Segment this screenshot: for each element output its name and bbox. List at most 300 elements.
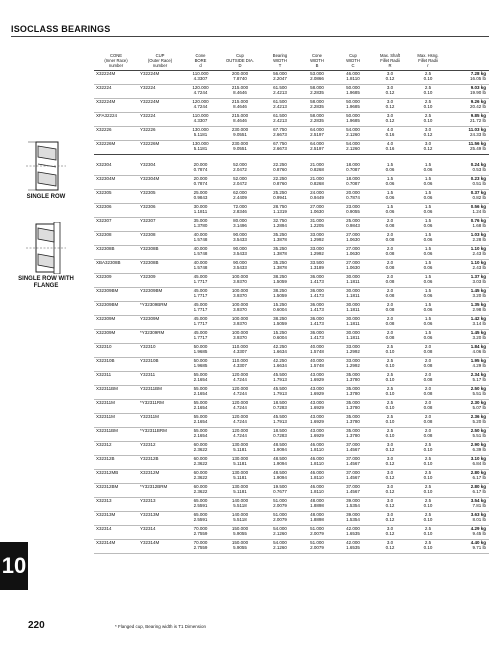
- cone-number: X32305: [96, 190, 112, 196]
- housing-fillet-value: 1.5: [424, 302, 432, 308]
- bearing-width-value: 0.6004: [261, 307, 299, 316]
- shaft-fillet-value: 0.16: [371, 146, 409, 155]
- shaft-fillet-value: 0.08: [371, 307, 409, 316]
- bore-value: 50.000: [193, 344, 208, 350]
- shaft-fillet-value: 0.12: [371, 76, 409, 85]
- table-row-secondary: [94, 503, 489, 512]
- table-row-secondary: [94, 132, 489, 141]
- weight-value: 5.17 lb: [447, 377, 489, 386]
- cone-width-value: 1.8110: [299, 447, 335, 456]
- cup-width-value: 30.000: [346, 288, 360, 294]
- housing-fillet-value: 2.0: [424, 372, 432, 378]
- weight-value: 4.40 kg: [470, 540, 486, 546]
- cup-number: *Y32312BRM: [140, 484, 168, 490]
- shaft-fillet-value: 2.0: [386, 316, 394, 322]
- housing-fillet-value: 0.06: [409, 279, 447, 288]
- bearing-width-value: 51.000: [273, 512, 287, 518]
- cone-width-value: 33.000: [310, 246, 324, 252]
- cone-width-value: 2.2835: [299, 104, 335, 113]
- bearing-width-value: 42.250: [273, 358, 287, 364]
- cup-width-value: 1.3780: [335, 377, 371, 386]
- weight-value: 1.42 kg: [470, 316, 486, 322]
- cone-number: X32226: [96, 127, 112, 133]
- weight-value: 0.51 lb: [447, 181, 489, 190]
- bearing-width-value: 1.6634: [261, 363, 299, 372]
- bearing-width-value: 35.250: [273, 232, 287, 238]
- shaft-fillet-value: 2.5: [386, 400, 394, 406]
- outside-dia-value: 90.000: [233, 260, 247, 266]
- weight-value: 1.35 kg: [470, 302, 486, 308]
- bearing-width-value: 22.250: [273, 162, 287, 168]
- outside-dia-value: 62.000: [233, 190, 247, 196]
- bearing-width-value: 42.250: [273, 344, 287, 350]
- weight-value: 3.10 kg: [470, 456, 486, 462]
- outside-dia-value: 3.5433: [219, 251, 261, 260]
- outside-dia-value: 5.5118: [219, 517, 261, 526]
- outside-dia-value: 100.000: [231, 288, 249, 294]
- bore-value: 2.3622: [182, 461, 219, 470]
- weight-value: 25.49 lb: [447, 146, 489, 155]
- cup-width-value: 1.9685: [335, 90, 371, 99]
- housing-fillet-value: 0.06: [409, 181, 447, 190]
- cone-width-value: 43.000: [310, 400, 324, 406]
- housing-fillet-value: 3.0: [424, 141, 432, 147]
- cone-width-value: 43.000: [310, 414, 324, 420]
- cup-width-value: 1.1811: [335, 321, 371, 330]
- housing-fillet-value: 0.06: [409, 307, 447, 316]
- weight-value: 8.01 lb: [447, 517, 489, 526]
- bore-value: 120.000: [192, 85, 209, 91]
- bore-value: 45.000: [193, 288, 208, 294]
- bore-value: 4.3307: [182, 76, 219, 85]
- outside-dia-value: 150.000: [231, 540, 249, 546]
- bore-value: 45.000: [193, 330, 208, 336]
- weight-value: 5.20 lb: [447, 419, 489, 428]
- cone-number: [94, 265, 138, 274]
- cone-width-value: 46.000: [310, 442, 324, 448]
- cone-width-value: 58.000: [310, 99, 324, 105]
- cup-number: Y32312: [140, 442, 156, 448]
- bearing-width-value: 2.4213: [261, 104, 299, 113]
- table-row-secondary: [94, 293, 489, 302]
- group-spacer: [94, 155, 489, 163]
- shaft-fillet-value: 3.0: [386, 456, 394, 462]
- cup-number: [138, 447, 182, 456]
- shaft-fillet-value: 2.0: [386, 288, 394, 294]
- bore-value: 55.000: [193, 372, 208, 378]
- outside-dia-value: 9.0551: [219, 132, 261, 141]
- cone-width-value: 46.000: [310, 484, 324, 490]
- cup-width-value: 0.9055: [335, 209, 371, 218]
- shaft-fillet-value: 0.10: [371, 433, 409, 442]
- column-header: [138, 54, 182, 71]
- bearing-table: [94, 54, 489, 554]
- cone-width-value: 21.000: [310, 176, 324, 182]
- table-row-secondary: [94, 391, 489, 400]
- bore-value: 2.5591: [182, 517, 219, 526]
- cup-width-value: 25.000: [346, 218, 360, 224]
- cup-number: Y32309BM: [140, 288, 163, 294]
- cup-number: [138, 104, 182, 113]
- weight-value: 0.24 kg: [470, 162, 486, 168]
- cup-number: [138, 90, 182, 99]
- cup-width-value: 1.9685: [335, 118, 371, 127]
- cup-number: [138, 475, 182, 484]
- bore-value: 20.000: [193, 176, 208, 182]
- bore-value: 2.7559: [182, 545, 219, 554]
- page-title: ISOCLASS BEARINGS: [11, 24, 111, 34]
- column-header-line: Bearing: [272, 53, 288, 58]
- cone-number: XFA32224: [96, 113, 118, 119]
- shaft-fillet-value: 0.12: [371, 545, 409, 554]
- cone-number: X32312BM: [96, 484, 119, 490]
- table-header-row: [94, 54, 489, 71]
- housing-fillet-value: 0.10: [409, 531, 447, 540]
- cone-width-value: 64.000: [310, 141, 324, 147]
- bore-value: 25.000: [193, 190, 208, 196]
- outside-dia-value: 52.000: [233, 176, 247, 182]
- shaft-fillet-value: 0.08: [371, 265, 409, 274]
- cup-width-value: 0.7087: [335, 181, 371, 190]
- shaft-fillet-value: 0.08: [371, 251, 409, 260]
- outside-dia-value: 130.000: [231, 442, 249, 448]
- shaft-fillet-value: 0.06: [371, 181, 409, 190]
- bore-value: 130.000: [192, 141, 209, 147]
- cup-number: [138, 335, 182, 344]
- cone-width-value: 33.000: [310, 232, 324, 238]
- housing-fillet-value: 2.5: [424, 470, 432, 476]
- column-header-line: d: [199, 62, 202, 68]
- cup-width-value: 1.6535: [335, 531, 371, 540]
- cup-width-value: 1.1811: [335, 279, 371, 288]
- shaft-fillet-value: 2.5: [386, 372, 394, 378]
- housing-fillet-value: 1.5: [424, 162, 432, 168]
- housing-fillet-value: 1.5: [424, 330, 432, 336]
- housing-fillet-value: 0.08: [409, 433, 447, 442]
- bore-value: 60.000: [193, 456, 208, 462]
- column-header: [335, 54, 371, 71]
- weight-value: 2.43 lb: [447, 251, 489, 260]
- outside-dia-value: 215.000: [231, 113, 249, 119]
- bore-value: 5.1181: [182, 146, 219, 155]
- cup-number: [138, 118, 182, 127]
- table-row-secondary: [94, 90, 489, 99]
- weight-value: 2.28 lb: [447, 237, 489, 246]
- table-row-secondary: [94, 167, 489, 176]
- column-header-line: OUTSIDE DIA.: [226, 57, 254, 63]
- weight-value: 2.36 kg: [470, 414, 486, 420]
- outside-dia-value: 2.8346: [219, 209, 261, 218]
- table-row-secondary: [94, 363, 489, 372]
- cone-number: X32306: [96, 204, 112, 210]
- bore-value: 1.5748: [182, 251, 219, 260]
- cup-number: [138, 209, 182, 218]
- bearing-width-value: 1.7913: [261, 391, 299, 400]
- bearing-width-value: 45.500: [273, 414, 287, 420]
- cone-number: [94, 363, 138, 372]
- weight-value: 0.82 lb: [447, 195, 489, 204]
- bore-value: 55.000: [193, 428, 208, 434]
- shaft-fillet-value: 0.08: [371, 321, 409, 330]
- cone-number: [94, 167, 138, 176]
- bore-value: 0.7874: [182, 181, 219, 190]
- outside-dia-value: 3.9370: [219, 279, 261, 288]
- table-row-secondary: [94, 531, 489, 540]
- housing-fillet-value: 1.5: [424, 176, 432, 182]
- cone-width-value: 36.000: [310, 274, 324, 280]
- cone-width-value: 2.0079: [299, 531, 335, 540]
- shaft-fillet-value: 3.0: [386, 512, 394, 518]
- cone-number: X32309BM: [96, 302, 119, 308]
- bearing-width-value: 15.250: [273, 302, 287, 308]
- column-header-line: (Outer Race): [147, 57, 173, 63]
- shaft-fillet-value: 0.08: [371, 237, 409, 246]
- outside-dia-value: 4.7244: [219, 377, 261, 386]
- cup-width-value: 1.6535: [335, 545, 371, 554]
- outside-dia-value: 5.9055: [219, 531, 261, 540]
- weight-value: 6.84 lb: [447, 461, 489, 470]
- housing-fillet-value: 2.5: [424, 442, 432, 448]
- cone-number: X32224M: [96, 71, 116, 77]
- housing-fillet-value: 0.10: [409, 517, 447, 526]
- cup-width-value: 1.5354: [335, 503, 371, 512]
- column-header-line: Cup: [349, 53, 357, 58]
- cup-width-value: 1.4567: [335, 489, 371, 498]
- weight-value: 11.56 kg: [468, 141, 486, 147]
- cup-number: [138, 363, 182, 372]
- outside-dia-value: 72.000: [233, 204, 247, 210]
- weight-value: 6.17 lb: [447, 489, 489, 498]
- weight-value: 1.10 kg: [470, 260, 486, 266]
- cone-number: X32313: [96, 498, 112, 504]
- bearing-width-value: 67.750: [273, 127, 287, 133]
- cone-number: [94, 251, 138, 260]
- cone-width-value: 51.000: [310, 540, 324, 546]
- cone-number: [94, 447, 138, 456]
- cone-number: [94, 503, 138, 512]
- cup-width-value: 27.000: [346, 232, 360, 238]
- cup-width-value: 1.2992: [335, 363, 371, 372]
- cup-number: Y32304M: [140, 176, 160, 182]
- bearing-width-value: 61.500: [273, 113, 287, 119]
- cup-number: Y32309: [140, 274, 156, 280]
- cup-number: Y32307: [140, 218, 156, 224]
- outside-dia-value: 5.5118: [219, 503, 261, 512]
- cup-number: Y32224M: [140, 99, 160, 105]
- bearing-width-value: 0.6004: [261, 335, 299, 344]
- cup-number: Y32310: [140, 344, 156, 350]
- cone-width-value: 2.2835: [299, 90, 335, 99]
- cup-width-value: 46.000: [346, 71, 360, 77]
- cone-width-value: 1.5748: [299, 349, 335, 358]
- housing-fillet-value: 2.5: [424, 540, 432, 546]
- outside-dia-value: 110.000: [232, 344, 248, 350]
- outside-dia-value: 120.000: [231, 414, 249, 420]
- bore-value: 55.000: [193, 414, 208, 420]
- shaft-fillet-value: 3.0: [386, 498, 394, 504]
- cone-width-value: 0.9449: [299, 195, 335, 204]
- cup-number: [138, 377, 182, 386]
- bearing-width-value: 1.9094: [261, 447, 299, 456]
- weight-value: 3.20 lb: [447, 293, 489, 302]
- bearing-width-value: 38.250: [273, 288, 287, 294]
- weight-value: 5.51 lb: [447, 433, 489, 442]
- housing-fillet-value: 0.06: [409, 223, 447, 232]
- shaft-fillet-value: 2.5: [386, 358, 394, 364]
- weight-value: 0.53 lb: [447, 167, 489, 176]
- column-header-line: Cone: [311, 53, 322, 58]
- outside-dia-value: 120.000: [231, 386, 249, 392]
- weight-value: 1.37 kg: [470, 274, 486, 280]
- bore-value: 2.5591: [182, 503, 219, 512]
- weight-value: 3.54 kg: [470, 498, 486, 504]
- cup-width-value: 1.1811: [335, 307, 371, 316]
- cup-number: Y32313: [140, 498, 156, 504]
- cone-width-value: 1.6929: [299, 391, 335, 400]
- cone-number: [94, 279, 138, 288]
- shaft-fillet-value: 2.0: [386, 274, 394, 280]
- cup-width-value: 30.000: [346, 274, 360, 280]
- outside-dia-value: 4.3307: [219, 349, 261, 358]
- column-header-line: BORE: [194, 57, 207, 63]
- cone-number: X32311BM: [96, 428, 118, 434]
- bore-value: 60.000: [193, 470, 208, 476]
- cup-number: [138, 545, 182, 554]
- shaft-fillet-value: 1.5: [386, 204, 394, 210]
- bearing-width-value: 1.6634: [261, 349, 299, 358]
- bore-value: 0.7874: [182, 167, 219, 176]
- cone-width-value: 40.000: [310, 358, 324, 364]
- weight-value: 1.68 lb: [447, 223, 489, 232]
- cup-width-value: 35.000: [346, 428, 360, 434]
- bearing-width-value: 45.500: [273, 386, 287, 392]
- shaft-fillet-value: 3.0: [386, 470, 394, 476]
- shaft-fillet-value: 0.16: [371, 132, 409, 141]
- bearing-width-value: 22.250: [273, 176, 287, 182]
- housing-fillet-value: 0.10: [409, 503, 447, 512]
- weight-value: 6.17 lb: [447, 475, 489, 484]
- cone-number: X32304M: [96, 176, 116, 182]
- cup-width-value: 35.000: [346, 414, 360, 420]
- outside-dia-value: 100.000: [231, 330, 249, 336]
- shaft-fillet-value: 1.5: [386, 162, 394, 168]
- shaft-fillet-value: 4.0: [386, 141, 394, 147]
- column-header-line: WIDTH: [346, 57, 360, 63]
- column-header: [261, 54, 299, 71]
- shaft-fillet-value: 0.12: [371, 104, 409, 113]
- bearing-width-value: 45.500: [273, 372, 287, 378]
- shaft-fillet-value: 1.5: [386, 176, 394, 182]
- cup-width-value: 30.000: [346, 316, 360, 322]
- housing-fillet-value: 0.06: [409, 237, 447, 246]
- column-header: [94, 54, 138, 71]
- cup-number: X32312M: [140, 470, 160, 476]
- cone-number: [94, 181, 138, 190]
- housing-fillet-value: 3.0: [424, 127, 432, 133]
- weight-value: 2.90 kg: [470, 442, 486, 448]
- cup-width-value: 23.000: [346, 204, 360, 210]
- shaft-fillet-value: 3.0: [386, 540, 394, 546]
- cup-number: [138, 146, 182, 155]
- cup-number: [138, 293, 182, 302]
- outside-dia-value: 7.8740: [219, 76, 261, 85]
- housing-fillet-value: 2.0: [424, 386, 432, 392]
- cone-number: X32311: [96, 372, 112, 378]
- outside-dia-value: 3.9370: [219, 307, 261, 316]
- cone-number: [94, 461, 138, 470]
- bore-value: 45.000: [193, 274, 208, 280]
- cup-number: *Y32309BRM: [140, 302, 168, 308]
- cone-width-value: 43.000: [310, 428, 324, 434]
- cone-width-value: 1.8110: [299, 461, 335, 470]
- housing-fillet-value: 1.5: [424, 246, 432, 252]
- column-header-line: R: [388, 62, 392, 68]
- bore-value: 1.7717: [182, 279, 219, 288]
- cup-width-value: 1.3780: [335, 419, 371, 428]
- cup-width-value: 0.7087: [335, 167, 371, 176]
- bore-value: 55.000: [193, 386, 208, 392]
- weight-value: 20.42 lb: [447, 104, 489, 113]
- cup-number: Y32304: [140, 162, 156, 168]
- housing-fillet-value: 0.10: [409, 104, 447, 113]
- shaft-fillet-value: 0.10: [371, 419, 409, 428]
- shaft-fillet-value: 2.5: [386, 428, 394, 434]
- cup-width-value: 1.4567: [335, 447, 371, 456]
- cone-width-value: 40.000: [310, 344, 324, 350]
- bore-value: 2.7559: [182, 531, 219, 540]
- table-row-secondary: [94, 321, 489, 330]
- cone-width-value: 53.000: [310, 71, 324, 77]
- weight-value: 3.20 lb: [447, 335, 489, 344]
- shaft-fillet-value: 0.06: [371, 195, 409, 204]
- cup-number: Y32312B: [140, 456, 159, 462]
- housing-fillet-value: 2.0: [424, 414, 432, 420]
- outside-dia-value: 90.000: [233, 246, 247, 252]
- cup-width-value: 1.5354: [335, 517, 371, 526]
- shaft-fillet-value: 3.0: [386, 85, 394, 91]
- cup-number: *Y32311RM: [140, 400, 164, 406]
- outside-dia-value: 100.000: [231, 302, 249, 308]
- housing-fillet-value: 2.5: [424, 526, 432, 532]
- weight-value: 2.80 kg: [470, 470, 486, 476]
- shaft-fillet-value: 2.0: [386, 232, 394, 238]
- bore-value: 2.3622: [182, 475, 219, 484]
- cone-number: [94, 349, 138, 358]
- table-row-secondary: [94, 195, 489, 204]
- column-header-line: T: [278, 62, 282, 68]
- shaft-fillet-value: 0.08: [371, 223, 409, 232]
- cone-width-value: 1.6929: [299, 433, 335, 442]
- housing-fillet-value: 0.06: [409, 251, 447, 260]
- table-row-secondary: [94, 447, 489, 456]
- table-row-secondary: [94, 307, 489, 316]
- cone-width-value: 64.000: [310, 127, 324, 133]
- column-header-line: Fillet Radii: [380, 57, 400, 63]
- shaft-fillet-value: 0.12: [371, 489, 409, 498]
- column-header-line: Fillet Radii: [418, 57, 438, 63]
- column-header-line: CONE: [109, 53, 123, 58]
- cone-number: [94, 419, 138, 428]
- bearing-width-value: 18.500: [273, 428, 287, 434]
- bearing-width-value: 1.3878: [261, 237, 299, 246]
- housing-fillet-value: 0.10: [409, 76, 447, 85]
- shaft-fillet-value: 3.0: [386, 99, 394, 105]
- bearing-width-value: 1.5059: [261, 321, 299, 330]
- cone-width-value: 1.6929: [299, 405, 335, 414]
- cone-width-value: 36.000: [310, 302, 324, 308]
- cup-number: Y32224: [140, 85, 156, 91]
- shaft-fillet-value: 0.08: [371, 279, 409, 288]
